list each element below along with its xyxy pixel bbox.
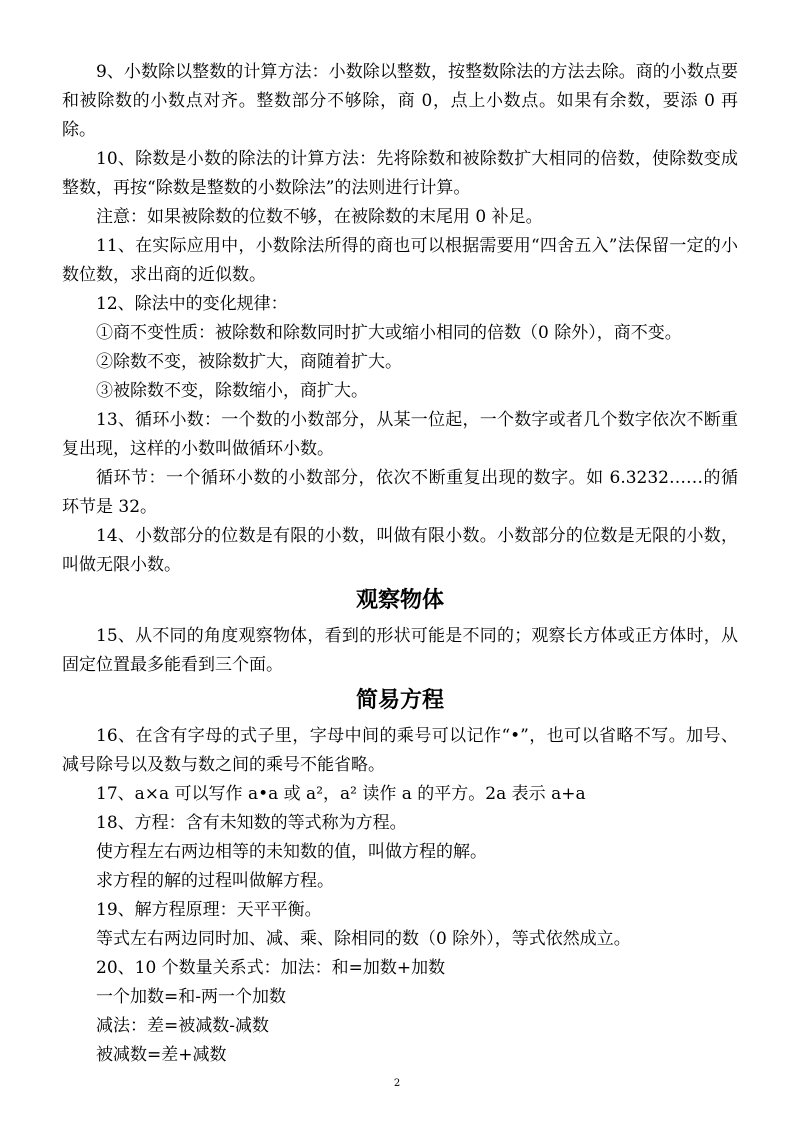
paragraph: 20、10 个数量关系式：加法：和=加数+加数 <box>96 958 446 978</box>
page-number: 2 <box>393 1078 401 1089</box>
paragraph: 18、方程：含有未知数的等式称为方程。 <box>96 813 407 833</box>
paragraph: 9、小数除以整数的计算方法：小数除以整数，按整数除法的方法去除。商的小数点要和被除数的小数点对齐。整数部分不够除，商 0，点上小数点。如果有余数，要添 0 再除。 <box>62 62 738 140</box>
paragraph: 注意：如果被除数的位数不够，在被除数的末尾用 0 补足。 <box>96 207 543 227</box>
paragraph: 被减数=差+减数 <box>96 1045 227 1065</box>
paragraph: 循环节：一个循环小数的小数部分，依次不断重复出现的数字。如 6.3232……的循环节是 32。 <box>62 468 738 517</box>
paragraph: 12、除法中的变化规律： <box>96 294 288 314</box>
paragraph: ③被除数不变，除数缩小，商扩大。 <box>96 381 368 401</box>
paragraph: ②除数不变，被除数扩大，商随着扩大。 <box>96 352 402 372</box>
paragraph: 减法：差=被减数-减数 <box>96 1016 269 1036</box>
paragraph: 16、在含有字母的式子里，字母中间的乘号可以记作“•”，也可以省略不写。加号、减号除号以及数与数之间的乘号不能省略。 <box>62 726 738 775</box>
document-body <box>62 58 738 1070</box>
paragraph: 19、解方程原理：天平平衡。 <box>96 900 322 920</box>
paragraph: 11、在实际应用中，小数除法所得的商也可以根据需要用“四舍五入”法保留一定的小数位数，求出商的近似数。 <box>62 236 738 285</box>
paragraph: 17、a×a 可以写作 a•a 或 a²，a² 读作 a 的平方。2a 表示 a+a <box>96 784 586 804</box>
section-heading: 观察物体 <box>355 588 444 613</box>
paragraph: 一个加数=和-两一个加数 <box>96 987 286 1007</box>
paragraph: 使方程左右两边相等的未知数的值，叫做方程的解。 <box>96 842 487 862</box>
paragraph: 13、循环小数：一个数的小数部分，从某一位起，一个数字或者几个数字依次不断重复出现，这样的小数叫做循环小数。 <box>62 410 738 459</box>
paragraph: 求方程的解的过程叫做解方程。 <box>96 871 334 891</box>
paragraph: 15、从不同的角度观察物体，看到的形状可能是不同的；观察长方体或正方体时，从固定位置最多能看到三个面。 <box>62 626 738 675</box>
paragraph: ①商不变性质：被除数和除数同时扩大或缩小相同的倍数（0 除外），商不变。 <box>96 323 682 343</box>
paragraph: 等式左右两边同时加、减、乘、除相同的数（0 除外），等式依然成立。 <box>96 929 631 949</box>
paragraph: 10、除数是小数的除法的计算方法：先将除数和被除数扩大相同的倍数，使除数变成整数，再按“除数是整数的小数除法”的法则进行计算。 <box>62 149 738 198</box>
paragraph: 14、小数部分的位数是有限的小数，叫做有限小数。小数部分的位数是无限的小数，叫做无限小数。 <box>62 526 738 575</box>
section-heading: 简易方程 <box>355 688 444 713</box>
